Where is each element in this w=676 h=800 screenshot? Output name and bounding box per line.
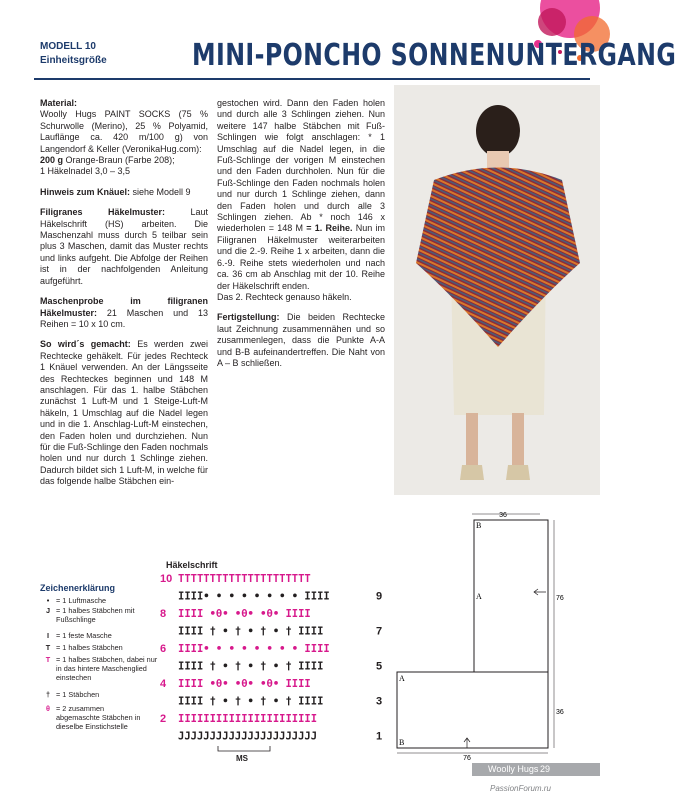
material-section: [40, 98, 208, 178]
footer-brand: Woolly Hugs: [488, 764, 539, 774]
chart-row-1: JJJJJJJJJJJJJJJJJJJJJJ: [178, 730, 318, 743]
instructions-column-1: [40, 98, 208, 497]
chart-row-number-left: 10: [160, 573, 173, 585]
dim-bottom: 76: [463, 755, 471, 762]
legend-item-cluster: [40, 704, 170, 731]
chart-row-9: IIII• • • • • • • • IIII: [178, 590, 330, 603]
pattern-repeat-bracket: [218, 746, 270, 751]
instructions-continued: [217, 98, 385, 292]
finishing-text: Die beiden Rechtecke laut Zeichnung zusammennähen und so zusammenlegen, dass die Punkte A-A und B-B aufeinandertreffen. Die Naht von A – B schließen.: [217, 312, 385, 368]
gauge-heading: Maschenprobe im filigranen Häkelmuster:: [40, 296, 208, 318]
legend-item-double-crochet: [40, 690, 170, 699]
chart-row-6: IIII• • • • • • • • IIII: [178, 643, 330, 655]
single-crochet-icon: I: [46, 631, 50, 640]
chart-row-8: IIII •θ• •θ• •θ• IIII: [178, 608, 311, 620]
pattern-section: [40, 207, 208, 287]
legend-item-single-crochet: [40, 631, 170, 640]
material-amount: 200 g: [40, 155, 64, 166]
page-title: MINI-PONCHO SONNENUNTERGANG: [192, 38, 676, 73]
legend-text: = 1 halbes Stäbchen, dabei nur in das hintere Maschenglied einstechen: [56, 655, 158, 682]
yarn-note-heading: Hinweis zum Knäuel:: [40, 186, 131, 197]
crochet-chart: [160, 572, 390, 764]
material-color: Orange-Braun (Farbe 208);: [63, 155, 175, 166]
chart-row-number-right: 3: [376, 695, 383, 708]
pattern-repeat-label: MS: [236, 754, 248, 763]
legend-text: = 1 feste Masche: [56, 631, 112, 640]
chart-row-number-right: 7: [376, 625, 383, 638]
chart-row-2: IIIIIIIIIIIIIIIIIIIIII: [178, 713, 318, 725]
instructions-column-2: [217, 98, 385, 378]
cluster-stitch-icon: θ: [46, 704, 50, 713]
legend-item-hdc-back-loop: [40, 655, 170, 682]
chart-row-number-right: 5: [376, 660, 383, 673]
first-row-label: = 1. Reihe.: [306, 223, 353, 234]
product-photo: [394, 85, 600, 495]
instructions-section: [40, 339, 208, 487]
pattern-heading: Filigranes Häkelmuster:: [40, 207, 165, 218]
legend-text: = 1 Luftmasche: [56, 596, 107, 605]
title-rule: [34, 78, 590, 80]
chart-row-number-left: 2: [160, 713, 167, 725]
chart-row-4: IIII •θ• •θ• •θ• IIII: [178, 678, 311, 690]
model-size: Einheitsgröße: [40, 55, 107, 66]
gauge-section: [40, 296, 208, 330]
point-a-bottom: A: [399, 674, 405, 683]
pattern-text: Laut Häkelschrift (HS) arbeiten. Die Maschenzahl muss durch 5 teilbar sein plus 3 Maschen, damit das Muster rechts und links aufgeht. Die Abfolge der Reihen ist in der nachfolgenden Anleitung aufgeführt.: [40, 207, 208, 286]
chart-row-number-left: 6: [160, 643, 167, 655]
second-rectangle-note: Das 2. Rechteck genauso häkeln.: [217, 291, 352, 302]
chart-row-10: TTTTTTTTTTTTTTTTTTTTT: [178, 573, 311, 585]
double-crochet-icon: †: [45, 690, 51, 699]
assembly-schematic: [392, 506, 564, 762]
chart-row-number-right: 1: [376, 730, 383, 743]
foundation-hdc-icon: J: [45, 606, 51, 615]
model-number: MODELL 10: [40, 41, 96, 52]
legend-text: = 1 Stäbchen: [56, 690, 100, 699]
hdc-back-loop-icon: T: [45, 655, 51, 664]
half-double-crochet-icon: T: [45, 643, 51, 652]
legend-text: = 1 halbes Stäbchen: [56, 643, 123, 652]
legend-item-hdc: [40, 643, 170, 652]
chart-row-number-left: 8: [160, 608, 167, 620]
dim-right-upper: 76: [556, 595, 564, 602]
dim-right-lower: 36: [556, 709, 564, 716]
chain-stitch-icon: •: [46, 596, 50, 605]
legend-item-chain: [40, 596, 170, 605]
model-header: [40, 40, 107, 68]
chart-row-number-left: 4: [160, 678, 167, 690]
point-a-mid: A: [476, 592, 482, 601]
instructions-continued-text: gestochen wird. Dann den Faden holen und durch alle 3 Schlingen ziehen. Nun weitere 147 halbe Stäbchen mit Fuß-Schlingen wie folgt anschlagen: * 1 Umschlag auf die Nadel legen, in die Fuß-Schlinge der vorigen M einstechen und den Faden durchholen. Nun für die Fuß-Schlinge den Faden nochmals holen und nur durch 1 Schlinge ziehen, dann den Faden holen und durch alle 3 Schlingen ziehen. Ab * noch 146 x wiederholen = 148 M: [217, 98, 385, 234]
chart-row-5: IIII † • † • † • † IIII: [178, 660, 324, 673]
chart-row-7: IIII † • † • † • † IIII: [178, 625, 324, 638]
legend-item-foundation-hdc: [40, 606, 170, 624]
legend-text: = 2 zusammen abgemaschte Stäbchen in dieselbe Einstichstelle: [56, 704, 141, 731]
poncho-model-illustration: [394, 85, 600, 495]
chart-row-3: IIII † • † • † • † IIII: [178, 695, 324, 708]
dim-top-width: 36: [499, 512, 507, 519]
finishing-section: [217, 312, 385, 369]
material-heading: Material:: [40, 98, 78, 108]
point-b-top: B: [476, 521, 482, 530]
page-number: 29: [540, 764, 551, 774]
finishing-heading: Fertigstellung:: [217, 312, 280, 323]
yarn-note-text: siehe Modell 9: [130, 186, 191, 197]
legend-text: = 1 halbes Stäbchen mit Fußschlinge: [56, 606, 135, 624]
yarn-note: [40, 187, 208, 198]
instructions-heading: So wird´s gemacht:: [40, 339, 131, 350]
chart-row-number-right: 9: [376, 590, 383, 603]
watermark-site: PassionForum.ru: [490, 784, 551, 793]
page-footer: [472, 763, 600, 776]
chart-title: Häkelschrift: [166, 560, 218, 570]
gauge-text: 21 Maschen und 13 Reihen = 10 x 10 cm.: [40, 307, 208, 329]
material-text: Woolly Hugs PAINT SOCKS (75 % Schurwolle (Merino), 25 % Polyamid, Lauflänge ca. 420 m/100 g) von Langendorf & Keller (VeronikaHug.com):: [40, 109, 208, 154]
material-needle: 1 Häkelnadel 3,0 – 3,5: [40, 166, 131, 177]
instructions-text: Es werden zwei Rechtecke gehäkelt. Für jedes Rechteck 1 Knäuel verwenden. An der Längsseite des Rechteckes beginnen und 148 M anschlagen. Für das 1. halbe Stäbchen zunächst 1 Luft-M und 1 Steige-Luft-M häkeln, 1 Umschlag auf die Nadel legen und in die 1. Anschlag-Luft-M einstechen, den Faden holen und durchziehen. Nun für die Fuß-Schlinge den Faden nochmals holen und nur durch 1 Schlinge ziehen. Dadurch bildet sich 1 Luft-M, in welche für das folgende halbe Stäbchen ein-: [40, 339, 208, 487]
legend-title: Zeichenerklärung: [40, 583, 116, 593]
instructions-continued-text-2: Nun im Filigranen Häkelmuster weiterarbeiten und die 2.-9. Reihe 1 x arbeiten, dann die 6.-9. Reihe stets wiederholen und nach ca. 36 cm ab Anschlag mit der 10. Reihe der Häkelschrift enden.: [217, 223, 385, 291]
point-b-bottom: B: [399, 738, 405, 747]
